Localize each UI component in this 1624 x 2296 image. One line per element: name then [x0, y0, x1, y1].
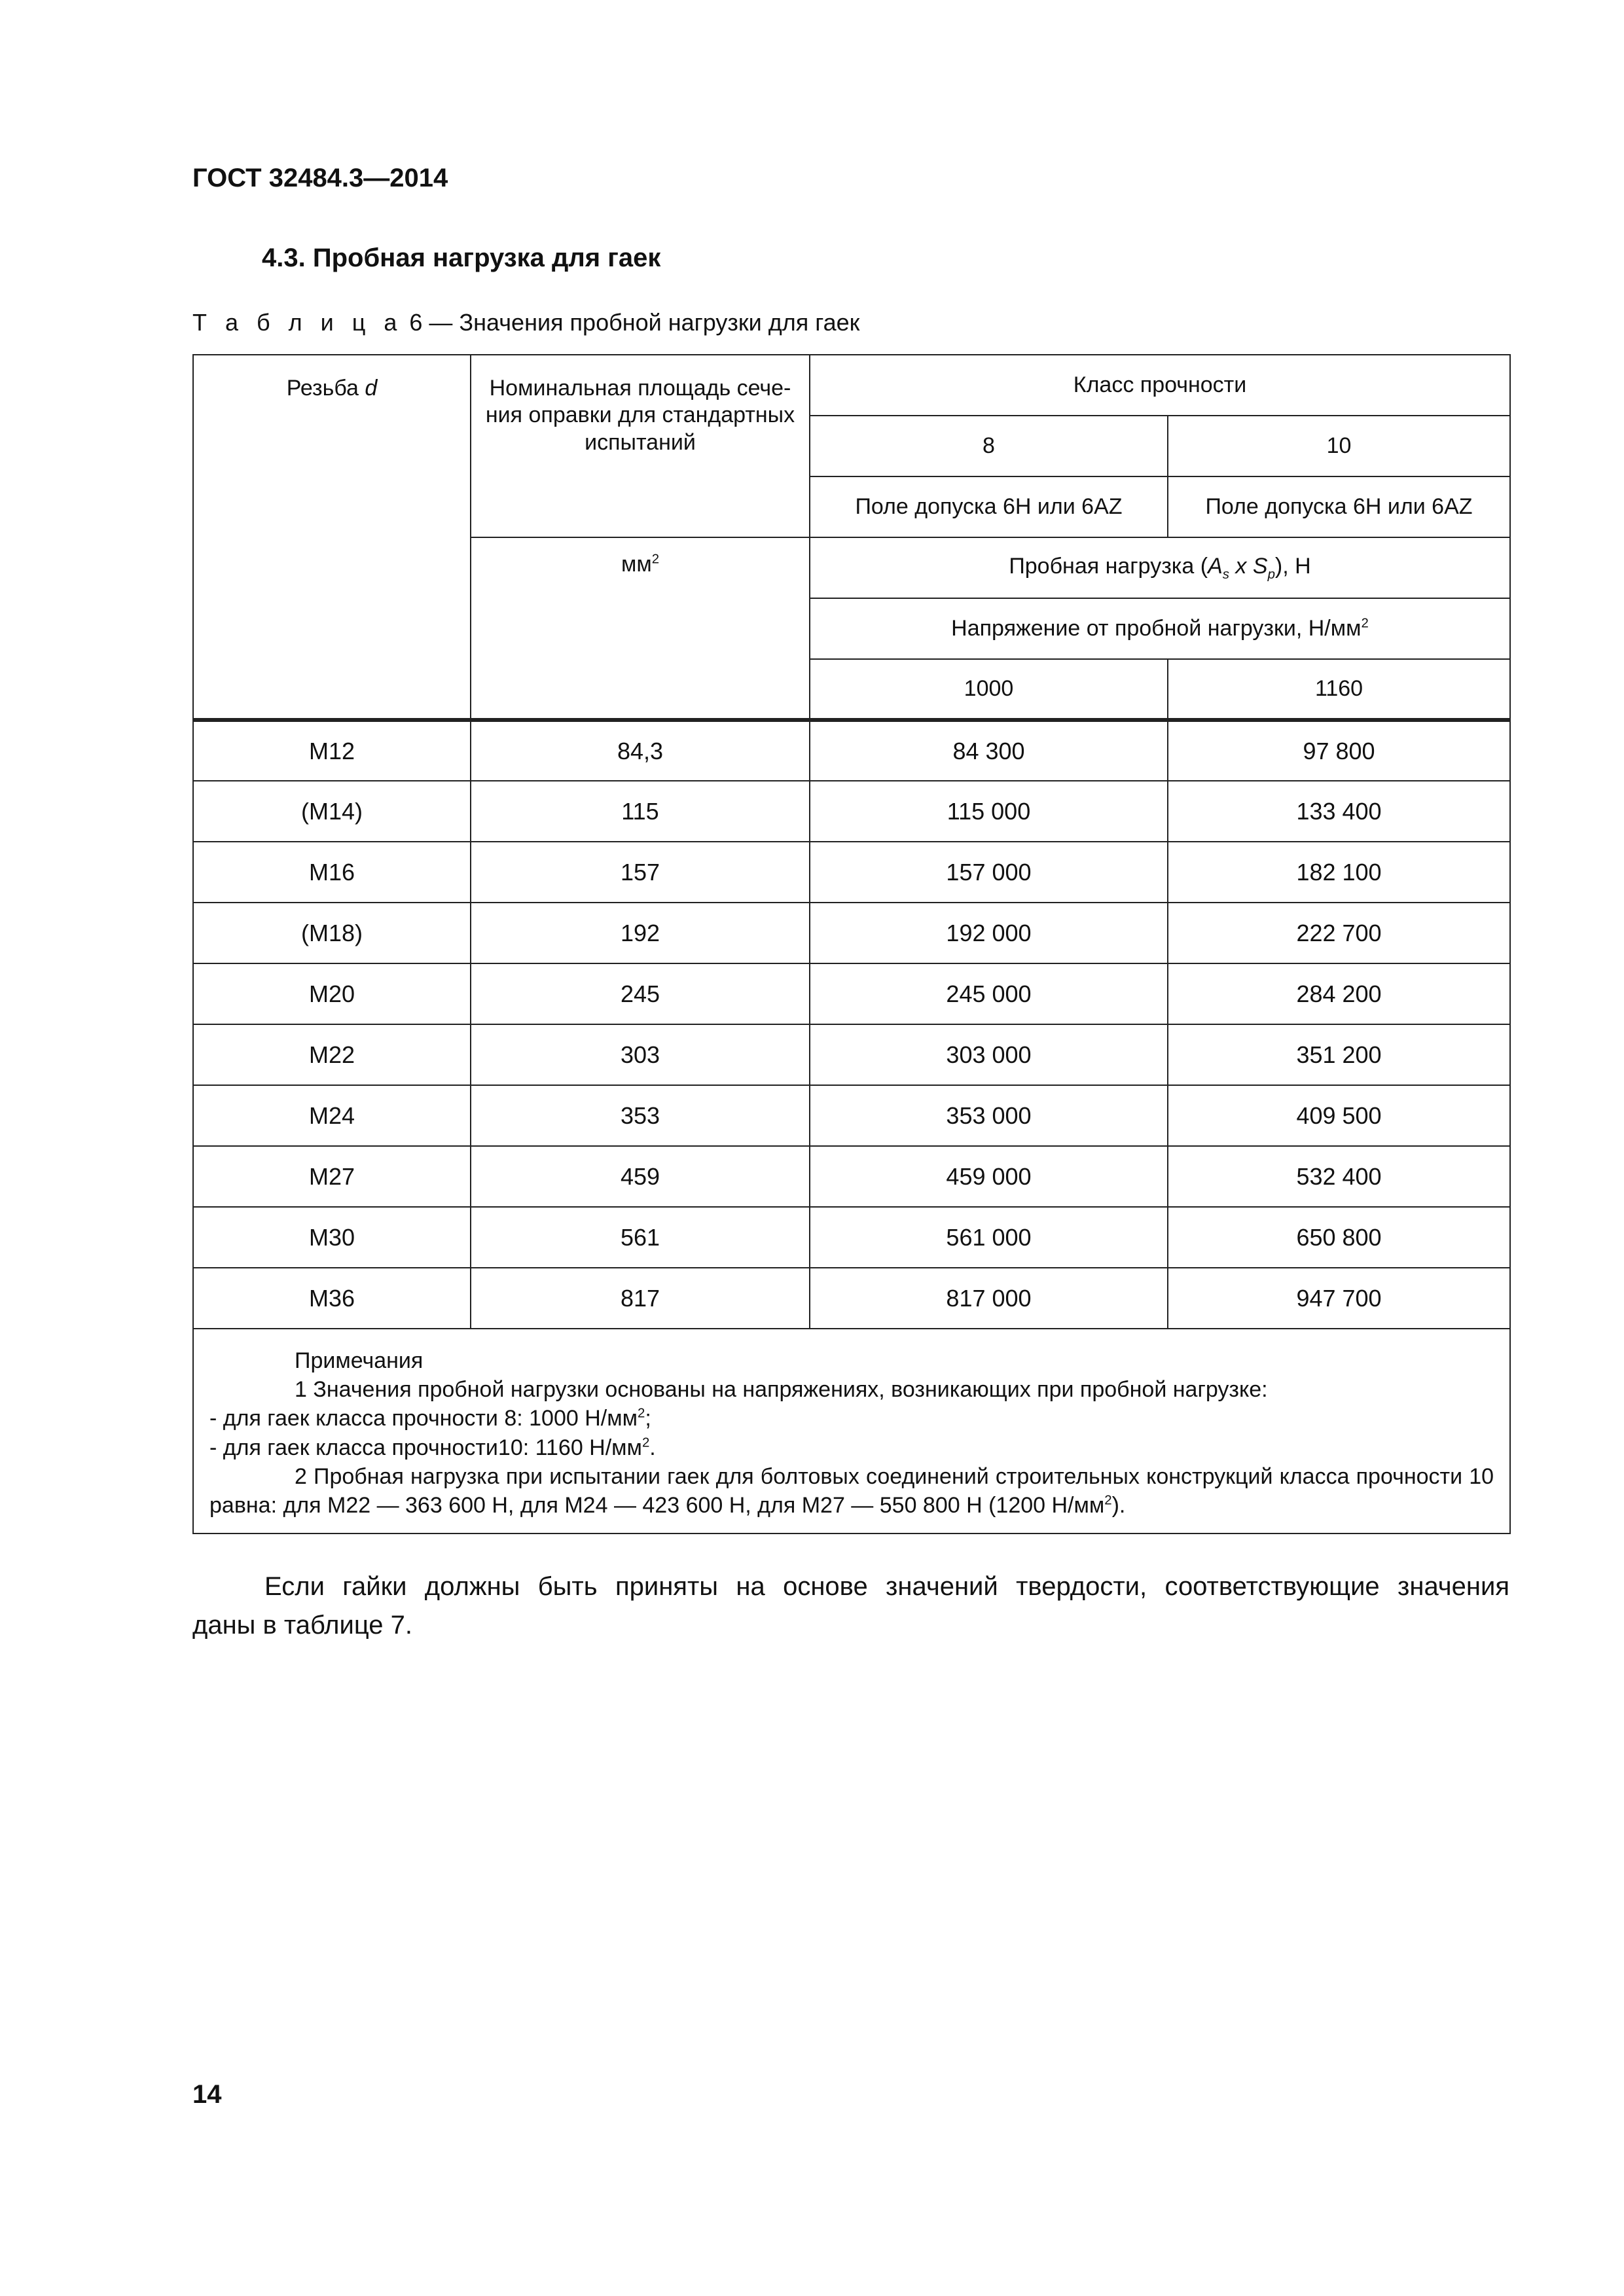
cell-load-8: 157 000 [810, 842, 1168, 903]
table-caption-word: Т а б л и ц а [192, 309, 403, 336]
cell-load-8: 84 300 [810, 720, 1168, 781]
cell-thread: M16 [193, 842, 471, 903]
cell-load-10: 650 800 [1168, 1207, 1510, 1268]
cell-load-10: 284 200 [1168, 963, 1510, 1024]
header-area: Номинальная площадь сече-ния оправки для стандартных испытаний [471, 355, 810, 537]
proof-load-x: x S [1229, 553, 1268, 579]
cell-area: 561 [471, 1207, 810, 1268]
header-stress [810, 598, 1510, 659]
cell-area: 817 [471, 1268, 810, 1329]
table-row [193, 720, 1510, 781]
cell-load-10: 97 800 [1168, 720, 1510, 781]
table-row [193, 1146, 1510, 1207]
note-1-item-b [209, 1433, 1494, 1462]
closing-line-1: Если гайки должны быть приняты на основе значений твердости, соответствующие значения [264, 1572, 1509, 1601]
closing-paragraph [192, 1568, 1509, 1645]
notes-title: Примечания [295, 1348, 424, 1373]
proof-load-prefix: Пробная нагрузка ( [1009, 553, 1208, 579]
note-1-item-a-end: ; [645, 1406, 651, 1431]
cell-load-10: 351 200 [1168, 1024, 1510, 1085]
stress-label-sup: 2 [1361, 616, 1369, 631]
cell-load-8: 353 000 [810, 1085, 1168, 1146]
table-row [193, 781, 1510, 842]
area-unit-text: мм [621, 552, 652, 577]
cell-area: 303 [471, 1024, 810, 1085]
proof-load-sub-s: s [1222, 567, 1229, 582]
cell-thread: M20 [193, 963, 471, 1024]
document-code: ГОСТ 32484.3—2014 [192, 164, 448, 192]
page-number: 14 [192, 2080, 222, 2109]
table-row [193, 1207, 1510, 1268]
cell-area: 353 [471, 1085, 810, 1146]
cell-thread: (M14) [193, 781, 471, 842]
section-title: 4.3. Пробная нагрузка для гаек [262, 243, 661, 272]
cell-area: 115 [471, 781, 810, 842]
table-row [193, 963, 1510, 1024]
cell-thread: M36 [193, 1268, 471, 1329]
cell-load-10: 222 700 [1168, 903, 1510, 963]
cell-load-8: 192 000 [810, 903, 1168, 963]
cell-thread: M22 [193, 1024, 471, 1085]
cell-thread: M30 [193, 1207, 471, 1268]
header-stress-8: 1000 [810, 659, 1168, 720]
proof-load-sub-p: p [1267, 567, 1275, 582]
note-1-item-b-sup: 2 [641, 1435, 650, 1450]
header-class-10: 10 [1168, 416, 1510, 476]
stress-label: Напряжение от пробной нагрузки, Н/мм [951, 615, 1362, 641]
proof-load-suffix: ), Н [1274, 553, 1311, 579]
area-unit-sup: 2 [651, 552, 660, 567]
cell-area: 192 [471, 903, 810, 963]
cell-thread: M24 [193, 1085, 471, 1146]
table-row [193, 842, 1510, 903]
header-tolerance-8: Поле допуска 6H или 6AZ [810, 476, 1168, 537]
cell-load-8: 303 000 [810, 1024, 1168, 1085]
cell-load-8: 561 000 [810, 1207, 1168, 1268]
note-2 [209, 1462, 1494, 1520]
cell-load-10: 409 500 [1168, 1085, 1510, 1146]
note-1: 1 Значения пробной нагрузки основаны на напряжениях, возникающих при пробной нагрузке: [295, 1377, 1268, 1403]
header-strength-class: Класс прочности [810, 355, 1510, 416]
cell-load-10: 532 400 [1168, 1146, 1510, 1207]
note-1-item-b-end: . [649, 1435, 656, 1460]
cell-load-8: 115 000 [810, 781, 1168, 842]
proof-load-formula: A [1208, 553, 1223, 579]
table-notes [193, 1329, 1510, 1534]
cell-area: 245 [471, 963, 810, 1024]
cell-area: 157 [471, 842, 810, 903]
cell-area: 84,3 [471, 720, 810, 781]
table-row [193, 1024, 1510, 1085]
cell-load-10: 947 700 [1168, 1268, 1510, 1329]
table-row [193, 1085, 1510, 1146]
cell-thread: M27 [193, 1146, 471, 1207]
note-2-sup: 2 [1104, 1493, 1112, 1508]
note-1-item-a-text: - для гаек класса прочности 8: 1000 Н/мм [209, 1406, 638, 1431]
note-2-end: ). [1111, 1492, 1126, 1518]
note-1-item-b-text: - для гаек класса прочности10: 1160 Н/мм [209, 1435, 642, 1460]
note-1-item-a [209, 1404, 1494, 1433]
cell-load-10: 133 400 [1168, 781, 1510, 842]
header-thread-label: Резьба [286, 376, 365, 401]
table-row [193, 903, 1510, 963]
cell-thread: (M18) [193, 903, 471, 963]
header-area-unit [471, 537, 810, 720]
cell-load-8: 817 000 [810, 1268, 1168, 1329]
proof-load-table [192, 354, 1511, 1534]
cell-area: 459 [471, 1146, 810, 1207]
header-proof-load [810, 537, 1510, 598]
note-1-item-a-sup: 2 [638, 1407, 645, 1422]
table-caption-text: 6 — Значения пробной нагрузки для гаек [403, 309, 860, 336]
header-thread [193, 355, 471, 720]
header-stress-10: 1160 [1168, 659, 1510, 720]
cell-load-8: 245 000 [810, 963, 1168, 1024]
table-caption [192, 309, 859, 336]
cell-load-10: 182 100 [1168, 842, 1510, 903]
table-row [193, 1268, 1510, 1329]
note-2-text: 2 Пробная нагрузка при испытании гаек для болтовых соединений строительных конструкций класса прочности 10 равна: для М22 — 363 600 Н, для М24 — 423 600 Н, для М27 — 550 800 Н (1200 Н/мм [209, 1463, 1494, 1518]
header-class-8: 8 [810, 416, 1168, 476]
cell-load-8: 459 000 [810, 1146, 1168, 1207]
header-thread-variable: d [365, 376, 378, 401]
header-tolerance-10: Поле допуска 6H или 6AZ [1168, 476, 1510, 537]
closing-line-2: даны в таблице 7. [192, 1611, 412, 1640]
cell-thread: M12 [193, 720, 471, 781]
